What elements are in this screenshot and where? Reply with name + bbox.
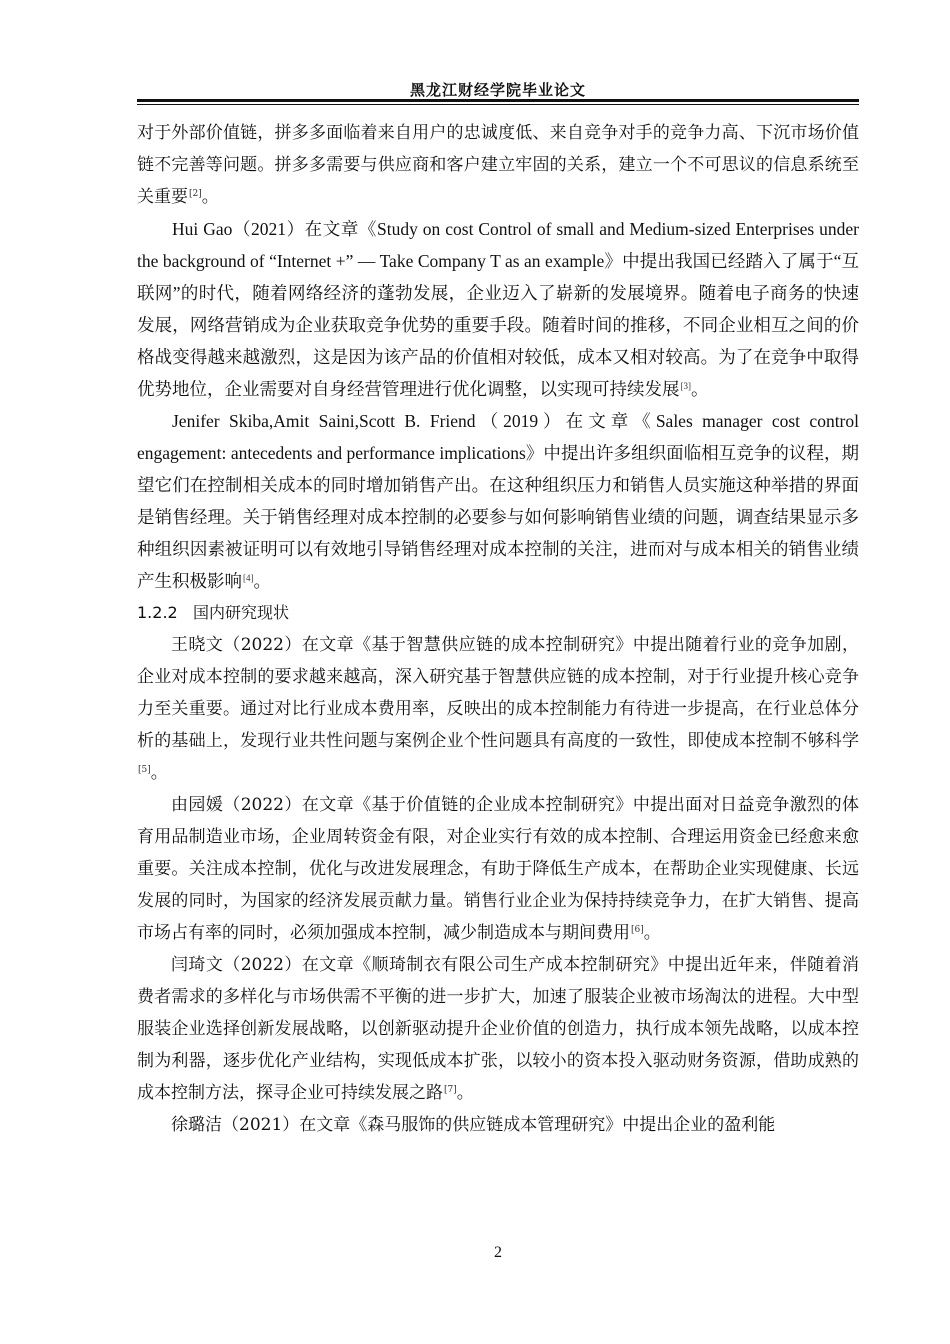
- paragraph-text: 对于外部价值链，拼多多面临着来自用户的忠诚度低、来自竞争对手的竞争力高、下沉市场价值链不完善等问题。拼多多需要与供应商和客户建立牢固的关系，建立一个不可思议的信息系统至关重要: [137, 123, 859, 207]
- section-heading: [137, 597, 859, 629]
- paragraph-end: 。: [691, 379, 709, 399]
- paragraph-text: 徐璐洁（2021）在文章《森马服饰的供应链成本管理研究》中提出企业的盈利能: [171, 1115, 776, 1135]
- paragraph-end: 。: [201, 187, 219, 207]
- paragraph-continued: [137, 117, 859, 213]
- paragraph-skiba: [137, 405, 859, 597]
- paragraph-wang: [137, 629, 859, 789]
- paragraph-end: 。: [253, 571, 271, 591]
- page-header: 黑龙江财经学院毕业论文: [409, 81, 586, 99]
- citation-marker: [5]: [138, 765, 151, 775]
- paragraph-hui-gao: [137, 213, 859, 405]
- paragraph-yan: [137, 949, 859, 1109]
- header-rule-thick: [137, 99, 859, 102]
- section-number: 1.2.2: [137, 603, 178, 622]
- paragraph-text: 由园媛（2022）在文章《基于价值链的企业成本控制研究》中提出面对日益竞争激烈的体育用品制造业市场，企业周转资金有限，对企业实行有效的成本控制、合理运用资金已经愈来愈重要。关注成本控制，优化与改进发展理念，有助于降低生产成本，在帮助企业实现健康、长远发展的同时，为国家的经济发展贡献力量。销售行业企业为保持持续竞争力，在扩大销售、提高市场占有率的同时，必须加强成本控制，减少制造成本与期间费用: [137, 795, 859, 943]
- citation-marker: [2]: [189, 189, 202, 199]
- paragraph-you: [137, 789, 859, 949]
- paragraph-end: 。: [150, 763, 168, 783]
- citation-marker: [4]: [243, 573, 254, 583]
- citation-marker: [6]: [631, 925, 644, 935]
- paragraph-xu: [137, 1109, 859, 1141]
- paragraph-text: Jenifer Skiba,Amit Saini,Scott B. Friend（2019）在文章《Sales manager cost control engagement: antecedents and performance implications》中提出许多组织面临相互竞争的议程，期望它们在控制相关成本的同时增加销售产出。在这种组织压力和销售人员实施这种举措的界面是销售经理。关于销售经理对成本控制的必要参与如何影响销售业绩的问题，调查结果显示多种组织因素被证明可以有效地引导销售经理对成本控制的关注，进而对与成本相关的销售业绩产生积极影响: [137, 411, 859, 591]
- paragraph-end: 。: [643, 923, 661, 943]
- paragraph-end: 。: [456, 1083, 474, 1103]
- citation-marker: [7]: [444, 1085, 457, 1095]
- paragraph-text: 王晓文（2022）在文章《基于智慧供应链的成本控制研究》中提出随着行业的竞争加剧，企业对成本控制的要求越来越高，深入研究基于智慧供应链的成本控制，对于行业提升核心竞争力至关重要。通过对比行业成本费用率，反映出的成本控制能力有待进一步提高，在行业总体分析的基础上，发现行业共性问题与案例企业个性问题具有高度的一致性，即使成本控制不够科学: [137, 635, 859, 751]
- page-number: 2: [494, 1244, 502, 1261]
- paragraph-text: 闫琦文（2022）在文章《顺琦制衣有限公司生产成本控制研究》中提出近年来，伴随着消费者需求的多样化与市场供需不平衡的进一步扩大，加速了服装企业被市场淘汰的进程。大中型服装企业选择创新发展战略，以创新驱动提升企业价值的创造力，执行成本领先战略，以成本控制为利器，逐步优化产业结构，实现低成本扩张，以较小的资本投入驱动财务资源，借助成熟的成本控制方法，探寻企业可持续发展之路: [137, 955, 859, 1103]
- header-rule-thin: [137, 104, 859, 105]
- citation-marker: [3]: [680, 381, 691, 391]
- body-text: [137, 117, 859, 1141]
- paragraph-text: Hui Gao（2021）在文章《Study on cost Control of small and Medium-sized Enterprises under the background of “Internet +” — Take Company T as an example》中提出我国已经踏入了属于“互联网”的时代，随着网络经济的蓬勃发展，企业迈入了崭新的发展境界。随着电子商务的快速发展，网络营销成为企业获取竞争优势的重要手段。随着时间的推移，不同企业相互之间的价格战变得越来越激烈，这是因为该产品的价值相对较低，成本又相对较高。为了在竞争中取得优势地位，企业需要对自身经营管理进行优化调整，以实现可持续发展: [137, 219, 859, 399]
- section-title: 国内研究现状: [193, 603, 290, 622]
